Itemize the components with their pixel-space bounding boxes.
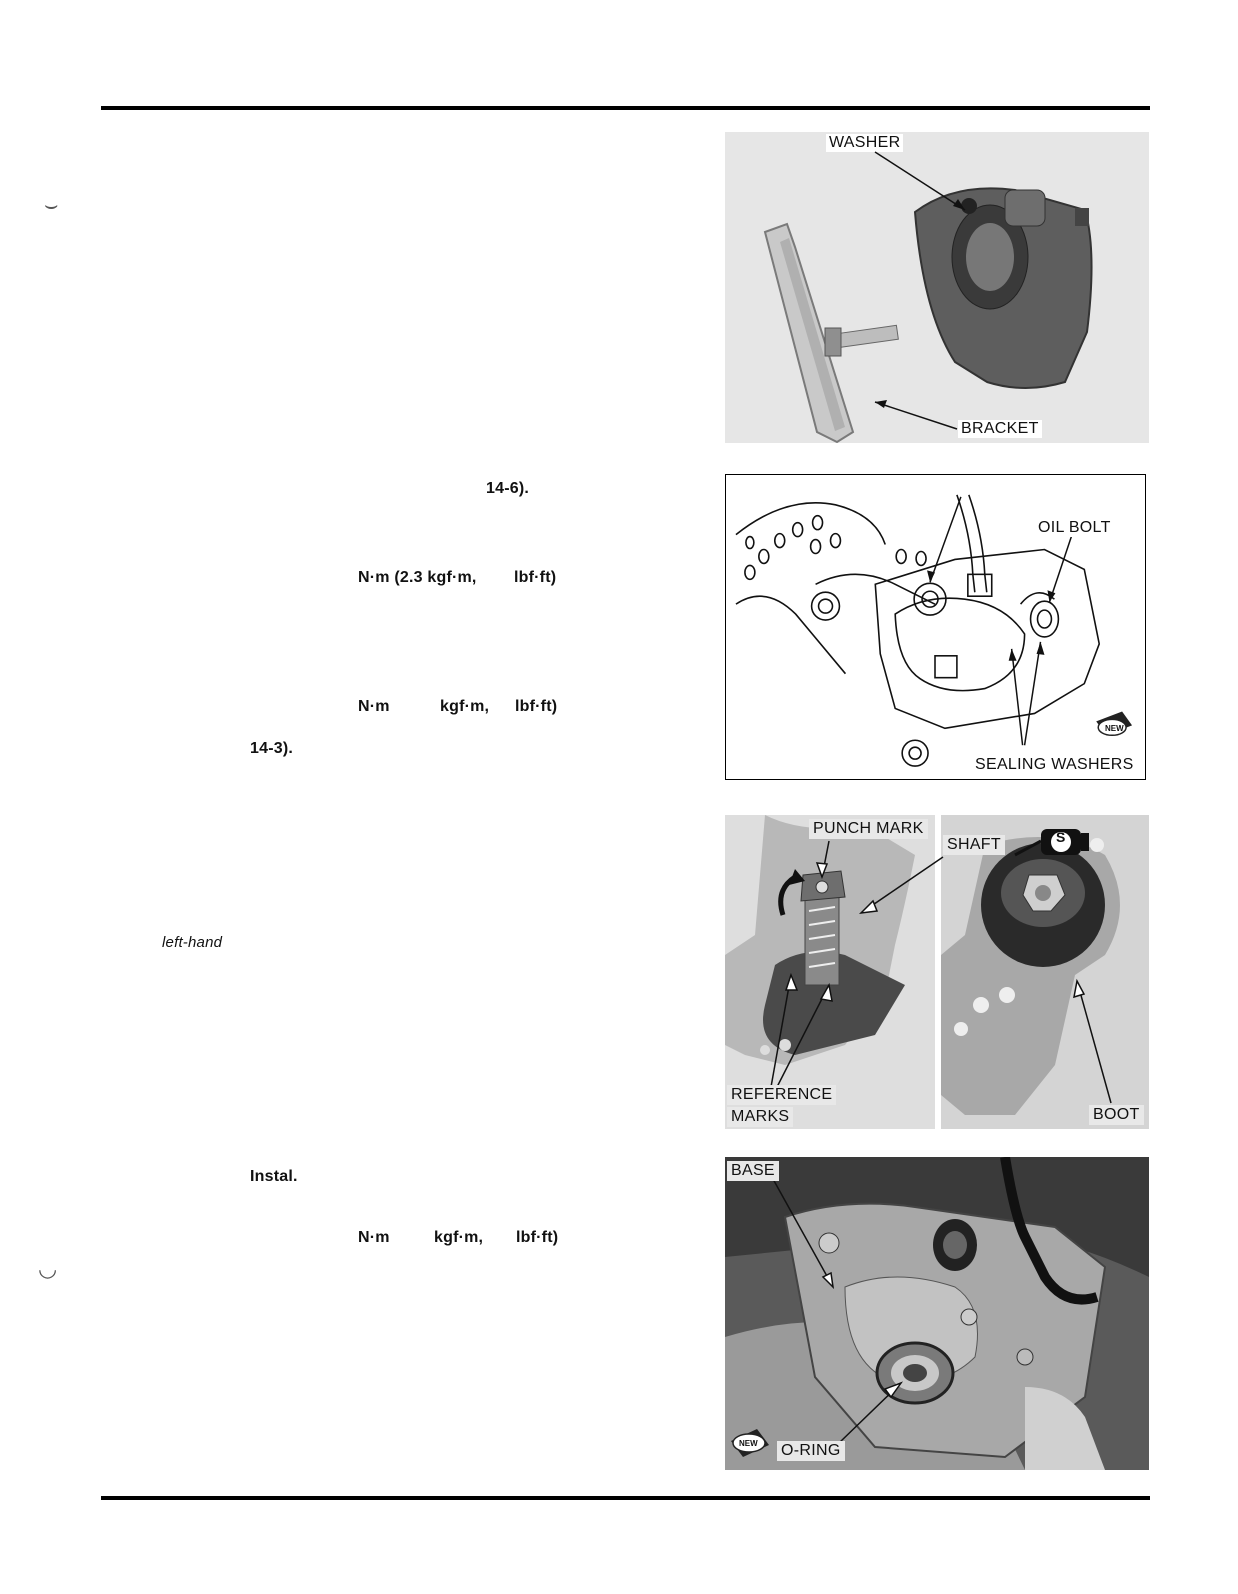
label-boot: BOOT	[1089, 1105, 1144, 1125]
torque-unit: lbf·ft)	[516, 1229, 559, 1246]
torque-value: N·m (2.3 kgf·m,	[358, 569, 477, 586]
new-badge-text: NEW	[739, 1439, 758, 1448]
page-reference: 14-6).	[486, 480, 529, 497]
header-rule	[101, 106, 1150, 110]
side-note: left-hand	[162, 934, 223, 951]
page-reference: 14-3).	[250, 740, 293, 757]
figure-base-oring	[725, 1157, 1149, 1470]
label-sealing-washers: SEALING WASHERS	[972, 756, 1137, 774]
label-reference-marks-line2: MARKS	[727, 1107, 793, 1127]
label-bracket: BRACKET	[958, 420, 1042, 438]
install-step: Instal.	[250, 1168, 298, 1185]
torque-value: N·m	[358, 1229, 390, 1246]
label-o-ring: O-RING	[777, 1441, 845, 1461]
torque-unit: kgf·m,	[434, 1229, 484, 1246]
figure-oil-bolt-drawing	[725, 474, 1146, 780]
label-shaft: SHAFT	[943, 835, 1005, 855]
label-oil-bolt: OIL BOLT	[1035, 519, 1114, 537]
shaft-boot-photos	[725, 815, 1149, 1129]
label-washer: WASHER	[826, 134, 903, 152]
scan-mark: ⌣	[44, 192, 59, 217]
torque-value: N·m	[358, 698, 390, 715]
new-badge-text: NEW	[1105, 724, 1124, 733]
figure-caliper-bracket	[725, 132, 1149, 443]
grease-symbol: S	[1056, 829, 1066, 845]
scan-mark: ◡	[38, 1256, 58, 1281]
figure-shaft-boot	[725, 815, 1149, 1129]
torque-unit: lbf·ft)	[514, 569, 557, 586]
label-base: BASE	[727, 1161, 779, 1181]
footer-rule	[101, 1496, 1150, 1500]
torque-unit: kgf·m,	[440, 698, 490, 715]
label-punch-mark: PUNCH MARK	[809, 819, 928, 839]
leader-lines	[725, 132, 1149, 443]
base-oring-photo	[725, 1157, 1149, 1470]
label-reference-marks-line1: REFERENCE	[727, 1085, 836, 1105]
torque-unit: lbf·ft)	[515, 698, 558, 715]
